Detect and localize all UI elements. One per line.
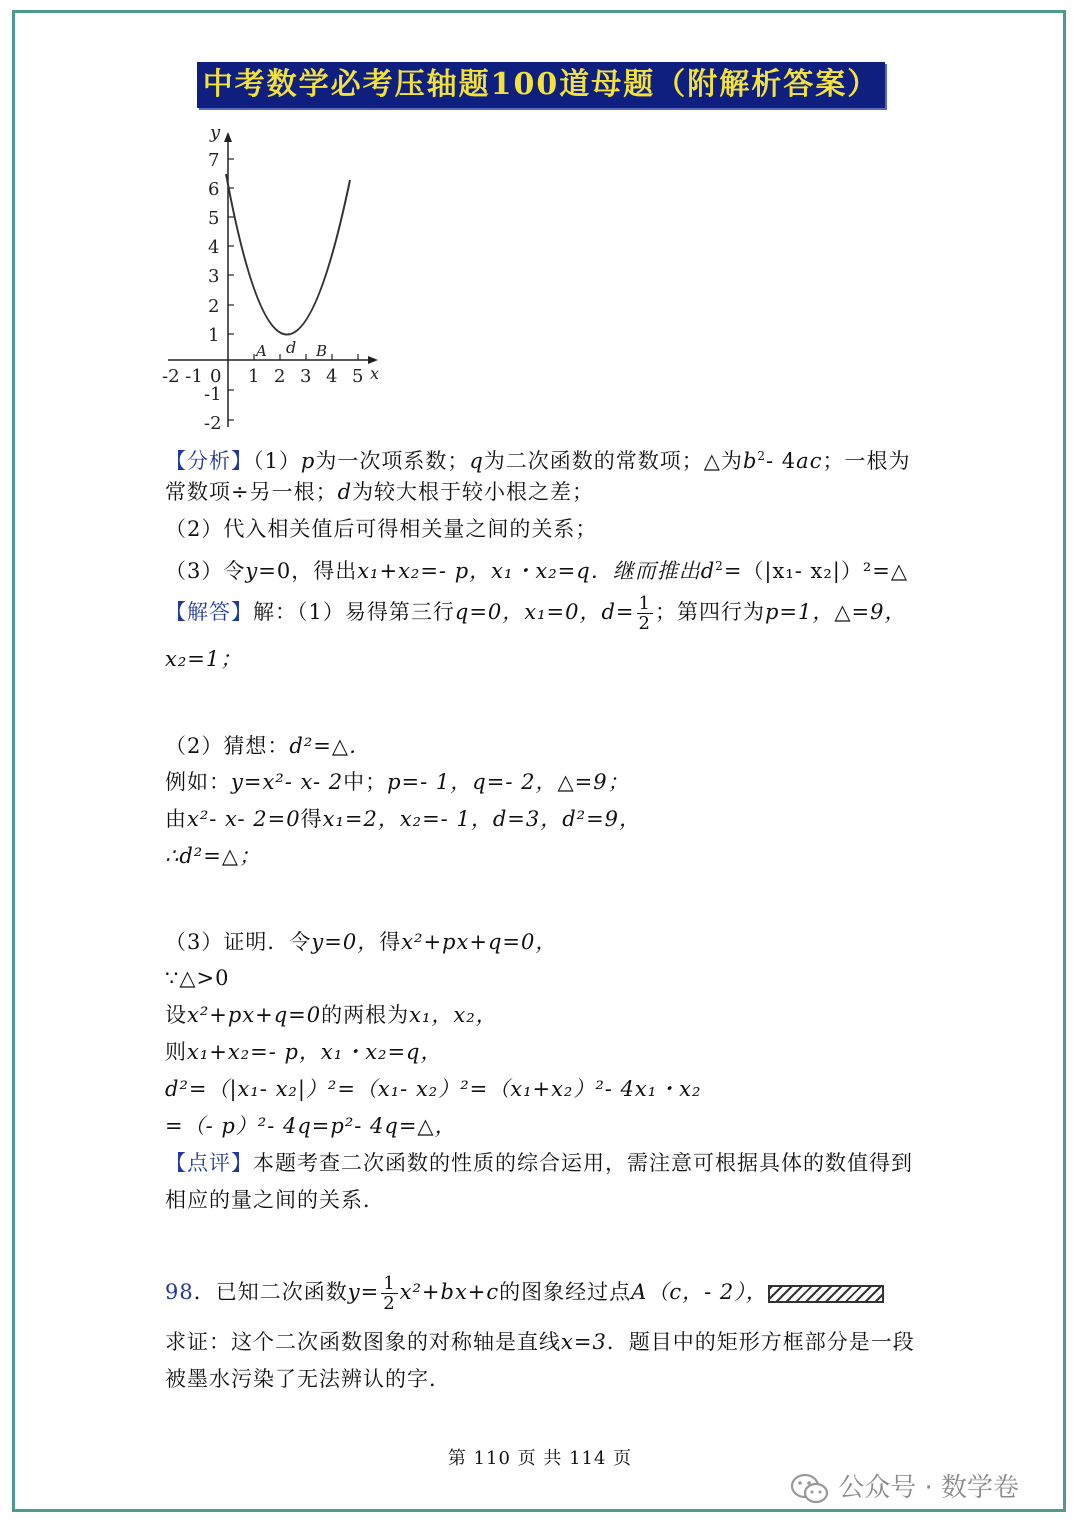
y-tick-label: 2 bbox=[208, 296, 220, 317]
point-a-label: A bbox=[256, 342, 267, 360]
solution-part3-line-4 bbox=[165, 1038, 443, 1066]
y-tick-label: -2 bbox=[204, 413, 222, 434]
analysis-line-3: （2）代入相关值后可得相关量之间的关系； bbox=[165, 517, 598, 541]
math: x₁=2，x₂=- 1，d=3，d²=9， bbox=[322, 807, 642, 831]
watermark-text: 公众号 · 数学卷 bbox=[838, 1473, 1020, 1503]
math: x²+px+q=0， bbox=[401, 930, 558, 954]
solution-part2-line-4 bbox=[165, 842, 261, 870]
y-tick-label: 5 bbox=[208, 208, 220, 229]
question-98-line-3: 被墨水污染了无法辨认的字． bbox=[165, 1367, 451, 1391]
solution-line-1 bbox=[165, 594, 907, 633]
analysis-line-1 bbox=[165, 442, 910, 475]
page-title: 中考数学必考压轴题100道母题（附解析答案） bbox=[197, 62, 885, 108]
y-tick-label: 6 bbox=[208, 179, 220, 200]
x-tick-label: 5 bbox=[352, 366, 364, 387]
text: 得 bbox=[379, 930, 402, 954]
question-98-line-1 bbox=[165, 1274, 884, 1313]
analysis-tag: 【分析】 bbox=[165, 449, 253, 473]
var: d bbox=[337, 480, 353, 504]
math: x₂=1； bbox=[165, 647, 243, 671]
y-axis-arrow bbox=[224, 132, 232, 142]
math: x₁+x₂=- p，x₁・x₂=q， bbox=[187, 1040, 443, 1064]
var: p bbox=[300, 449, 316, 473]
review-line-2: 相应的量之间的关系． bbox=[165, 1188, 385, 1212]
y-tick-label: 4 bbox=[208, 237, 220, 258]
page-footer: 第 110 页 共 114 页 bbox=[447, 1448, 633, 1469]
var: ac bbox=[796, 449, 823, 473]
text: 为一次项系数； bbox=[315, 449, 470, 473]
denominator: 2 bbox=[638, 613, 651, 634]
numerator: 1 bbox=[638, 593, 651, 614]
var: d bbox=[700, 559, 716, 583]
point-b-label: B bbox=[316, 342, 328, 360]
origin-label: 0 bbox=[210, 366, 222, 387]
text: ．已知二次函数 bbox=[193, 1280, 348, 1304]
parabola-curve bbox=[226, 174, 350, 335]
text: - 4 bbox=[766, 449, 797, 473]
math: x₁，x₂， bbox=[409, 1003, 498, 1027]
math: y=x²- x- 2 bbox=[231, 770, 344, 794]
math: y=0， bbox=[311, 930, 380, 954]
math: x²- x- 2=0 bbox=[187, 807, 301, 831]
text: （3）令 bbox=[165, 559, 246, 583]
math: y= bbox=[347, 1280, 380, 1304]
fraction bbox=[381, 1274, 397, 1313]
math: x²+px+q=0 bbox=[187, 1003, 322, 1027]
text: 设 bbox=[165, 1003, 187, 1027]
math: ∴d²=△； bbox=[165, 844, 261, 868]
watermark bbox=[790, 1467, 1019, 1506]
math: A（c，- 2）， bbox=[631, 1280, 768, 1304]
text: 的两根为 bbox=[321, 1003, 410, 1027]
text: （1） bbox=[253, 449, 301, 473]
solution-part2-line-1 bbox=[165, 732, 371, 760]
text: 则 bbox=[165, 1040, 187, 1064]
x-axis-label: x bbox=[370, 364, 380, 383]
x-tick-label-negative: -2 -1 bbox=[162, 366, 203, 387]
y-tick-label: 3 bbox=[208, 266, 220, 287]
text: 解：（1）易得第三行 bbox=[253, 600, 455, 624]
text: 常数项÷另一根； bbox=[165, 480, 338, 504]
parabola-graph bbox=[160, 122, 400, 437]
text: ．题目中的矩形方框部分是一段 bbox=[606, 1330, 915, 1354]
text: =0，得出 bbox=[258, 559, 358, 583]
y-tick-label: 7 bbox=[208, 150, 220, 171]
text: 为二次函数的常数项；△为 bbox=[483, 449, 743, 473]
x-tick-label: 3 bbox=[300, 366, 312, 387]
var: y bbox=[245, 559, 259, 583]
text: 的图象经过点 bbox=[499, 1280, 632, 1304]
solution-part3-line-5 bbox=[165, 1075, 701, 1103]
review-line-1 bbox=[165, 1149, 913, 1177]
var: b bbox=[742, 449, 758, 473]
exponent: 2 bbox=[757, 449, 767, 463]
math: =（|x₁- x₂|）²=△ bbox=[723, 559, 909, 583]
var: q bbox=[469, 449, 484, 473]
x-tick-label: 1 bbox=[248, 366, 260, 387]
question-98-line-2 bbox=[165, 1328, 915, 1356]
math: =（- p）²- 4q=p²- 4q=△， bbox=[165, 1114, 457, 1138]
solution-line-2 bbox=[165, 645, 242, 673]
text: 求证：这个二次函数图象的对称轴是直线 bbox=[165, 1330, 561, 1354]
y-tick-label: -1 bbox=[204, 384, 222, 405]
point-d-label: d bbox=[286, 338, 297, 357]
x-tick-label: 2 bbox=[274, 366, 286, 387]
review-tag: 【点评】 bbox=[165, 1151, 253, 1175]
ink-stained-box bbox=[768, 1285, 884, 1303]
math: p=1，△=9， bbox=[764, 600, 907, 624]
math: x=3 bbox=[561, 1330, 607, 1354]
math: d²=△． bbox=[289, 734, 371, 758]
fraction bbox=[637, 594, 653, 633]
text: 中； bbox=[343, 770, 388, 794]
text: 由 bbox=[165, 807, 187, 831]
y-axis-label: y bbox=[210, 122, 221, 143]
wechat-icon bbox=[790, 1472, 830, 1506]
text: 为较大根于较小根之差； bbox=[352, 480, 595, 504]
analysis-line-2 bbox=[165, 478, 594, 506]
analysis-line-4: （3）令y=0，得出x₁+x₂=- p，x₁・x₂=q．继而推出$d^2=(|x_1-$ x₂|）²=△ bbox=[165, 559, 909, 583]
solution-part3-line-1 bbox=[165, 928, 557, 956]
denominator: 2 bbox=[383, 1293, 396, 1314]
solution-part2-line-2 bbox=[165, 768, 630, 796]
solution-part3-line-6 bbox=[165, 1112, 457, 1140]
y-tick-label: 1 bbox=[208, 325, 220, 346]
numerator: 1 bbox=[383, 1273, 396, 1294]
x-tick-label: 4 bbox=[326, 366, 338, 387]
math: x²+bx+c bbox=[399, 1280, 500, 1304]
math: d²=（|x₁- x₂|）²=（x₁- x₂）²=（x₁+x₂）²- 4x₁・x₂ bbox=[165, 1077, 702, 1101]
text: （3）证明．令 bbox=[165, 930, 312, 954]
text: 本题考查二次函数的性质的综合运用，需注意可根据具体的数值得到 bbox=[253, 1151, 913, 1175]
text: （2）猜想： bbox=[165, 734, 290, 758]
text: ；一根为 bbox=[822, 449, 911, 473]
solution-tag: 【解答】 bbox=[165, 600, 253, 624]
math: q=0，x₁=0，d= bbox=[454, 600, 635, 624]
math: x₁+x₂=- p，x₁・x₂=q．继而推出 bbox=[357, 559, 701, 583]
text: ；第四行为 bbox=[654, 600, 765, 624]
solution-part3-line-3 bbox=[165, 1001, 498, 1029]
text: 得 bbox=[300, 807, 323, 831]
math: p=- 1，q=- 2，△=9； bbox=[387, 770, 630, 794]
question-number: 98 bbox=[165, 1280, 194, 1304]
x-axis-arrow bbox=[368, 356, 378, 364]
solution-part2-line-3 bbox=[165, 805, 641, 833]
solution-part3-line-2: ∵△>0 bbox=[165, 966, 230, 990]
text: 例如： bbox=[165, 770, 231, 794]
